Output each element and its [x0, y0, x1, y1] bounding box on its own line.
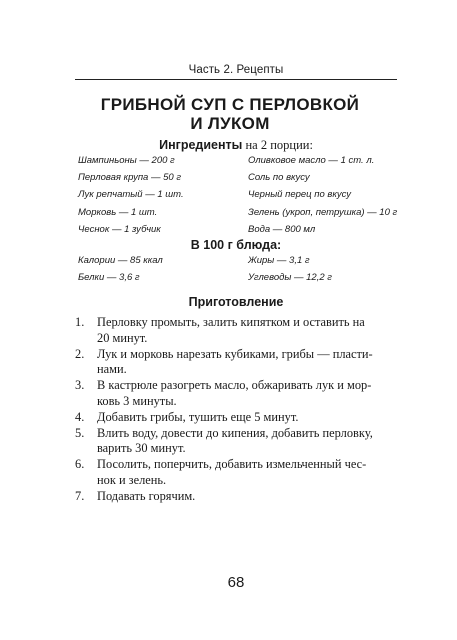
- step-text-line: Влить воду, довести до кипения, добавить перловку,: [97, 425, 373, 440]
- preparation-step: [75, 410, 405, 426]
- recipe-title: [60, 95, 400, 133]
- nutrition-item: Углеводы — 12,2 г: [248, 272, 332, 284]
- ingredients-heading: [75, 138, 397, 153]
- step-text-line: 20 минут.: [97, 330, 148, 345]
- ingredient-item: Вода — 800 мл: [248, 223, 316, 235]
- step-number: 5.: [75, 425, 85, 440]
- step-text-line: нами.: [97, 362, 127, 377]
- preparation-step: [75, 347, 405, 379]
- ingredients-heading-rest: на 2 порции:: [242, 138, 313, 152]
- ingredient-item: Оливковое масло — 1 ст. л.: [248, 155, 375, 166]
- ingredient-item: Соль по вкусу: [248, 172, 310, 184]
- header-rule: [75, 79, 397, 80]
- ingredient-item: Чеснок — 1 зубчик: [78, 223, 161, 235]
- step-text-line: Посолить, поперчить, добавить измельченный чес-: [97, 457, 367, 472]
- preparation-step: [75, 378, 405, 410]
- ingredient-item: Черный перец по вкусу: [248, 189, 351, 201]
- ingredients-heading-bold: Ингредиенты: [159, 138, 243, 152]
- ingredient-item: Зелень (укроп, петрушка) — 10 г: [248, 206, 398, 218]
- step-text-line: Перловку промыть, залить кипятком и оставить на: [97, 315, 365, 329]
- ingredient-item: Шампиньоны — 200 г: [78, 155, 175, 166]
- step-number: 3.: [75, 378, 85, 393]
- step-text-line: В кастрюле разогреть масло, обжаривать лук и мор-: [97, 378, 372, 393]
- nutrition-heading-text: В 100 г блюда:: [190, 238, 282, 252]
- ingredients-list: [78, 152, 408, 238]
- step-number: 2.: [75, 346, 85, 361]
- step-number: 4.: [75, 409, 85, 424]
- ingredient-item: Лук репчатый — 1 шт.: [78, 189, 184, 201]
- preparation-step: [75, 489, 405, 505]
- nutrition-list: [78, 252, 408, 286]
- step-text-line: варить 30 минут.: [97, 441, 186, 456]
- preparation-steps: [75, 315, 405, 505]
- ingredient-item: Морковь — 1 шт.: [78, 206, 158, 218]
- ingredient-item: Перловая крупа — 50 г: [78, 172, 182, 184]
- nutrition-heading: [75, 238, 397, 253]
- preparation-step: [75, 457, 405, 489]
- step-text-line: ковь 3 минуты.: [97, 393, 177, 408]
- recipe-title-line-1: ГРИБНОЙ СУП С ПЕРЛОВКОЙ: [100, 95, 360, 114]
- nutrition-item: Калории — 85 ккал: [78, 255, 163, 266]
- preparation-heading: [75, 295, 397, 310]
- page-number: 68: [227, 574, 245, 591]
- preparation-step: [75, 315, 405, 347]
- step-number: 6.: [75, 457, 85, 472]
- step-number: 1.: [75, 315, 85, 329]
- step-text-line: нок и зелень.: [97, 472, 167, 487]
- running-header: Часть 2. Рецепты: [188, 64, 284, 76]
- preparation-heading-text: Приготовление: [188, 295, 284, 309]
- step-text-line: Добавить грибы, тушить еще 5 минут.: [97, 409, 299, 424]
- nutrition-item: Жиры — 3,1 г: [248, 255, 310, 266]
- recipe-title-line-2: И ЛУКОМ: [190, 114, 270, 133]
- nutrition-item: Белки — 3,6 г: [78, 272, 140, 284]
- step-text-line: Подавать горячим.: [97, 488, 196, 503]
- preparation-step: [75, 426, 405, 458]
- step-number: 7.: [75, 488, 85, 503]
- step-text-line: Лук и морковь нарезать кубиками, грибы — пласти-: [97, 346, 373, 361]
